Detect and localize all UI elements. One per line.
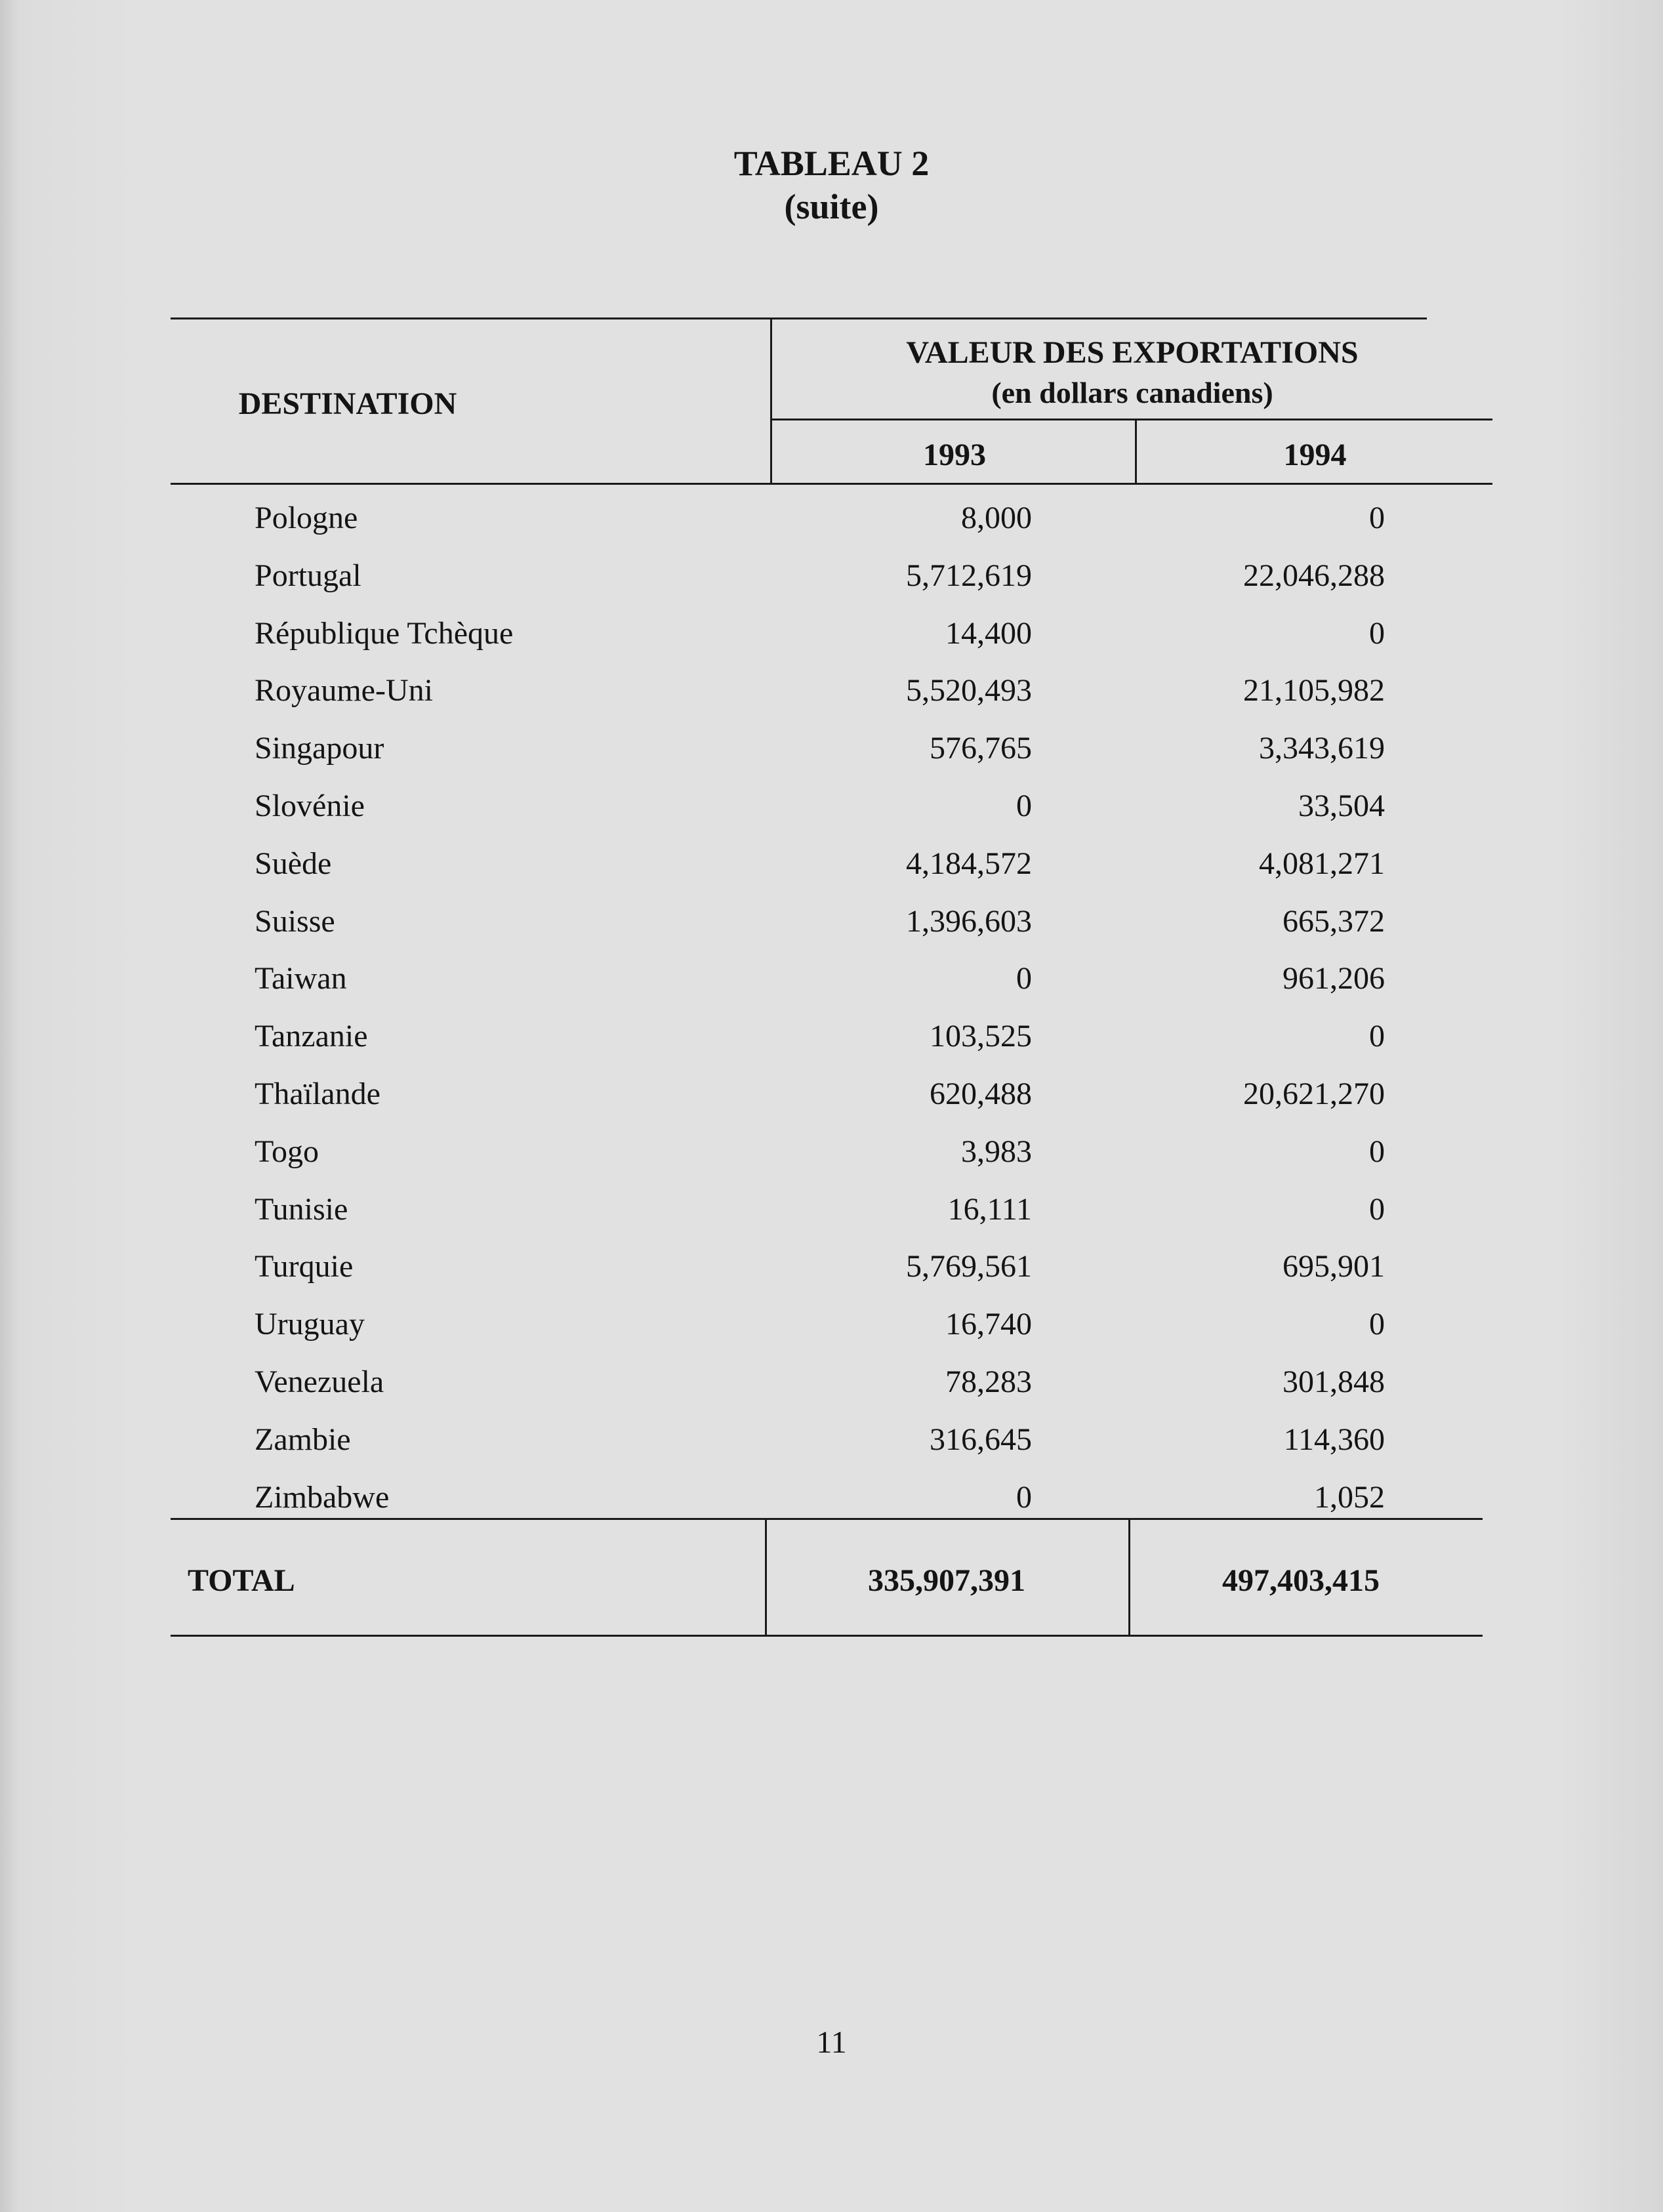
destination-cell: Taiwan bbox=[255, 961, 347, 996]
destination-cell: Togo bbox=[255, 1134, 319, 1169]
column-divider-1 bbox=[770, 317, 772, 484]
value-1993-cell: 576,765 bbox=[930, 731, 1032, 766]
header-destination: DESTINATION bbox=[238, 386, 457, 421]
table-row bbox=[0, 1238, 1663, 1296]
table-title: TABLEAU 2 bbox=[733, 144, 930, 183]
destination-cell: Zambie bbox=[255, 1422, 351, 1457]
destination-cell: Slovénie bbox=[255, 789, 365, 823]
value-1994-cell: 20,621,270 bbox=[1243, 1076, 1385, 1111]
value-1994-cell: 22,046,288 bbox=[1243, 558, 1385, 593]
total-1993: 335,907,391 bbox=[868, 1563, 1025, 1598]
destination-cell: République Tchèque bbox=[255, 615, 514, 651]
value-1993-cell: 16,111 bbox=[947, 1191, 1032, 1227]
table-row bbox=[0, 1123, 1663, 1181]
value-1994-cell: 1,052 bbox=[1314, 1479, 1385, 1515]
value-1993-cell: 0 bbox=[1016, 961, 1032, 996]
value-1993-cell: 3,983 bbox=[961, 1134, 1032, 1169]
destination-cell: Zimbabwe bbox=[255, 1479, 390, 1515]
table-row bbox=[0, 1181, 1663, 1239]
total-row bbox=[0, 1552, 1663, 1610]
total-1994: 497,403,415 bbox=[1222, 1563, 1380, 1598]
value-1994-cell: 114,360 bbox=[1283, 1422, 1385, 1457]
value-1993-cell: 5,520,493 bbox=[906, 673, 1032, 708]
header-year-1994: 1994 bbox=[1283, 438, 1347, 472]
destination-cell: Tanzanie bbox=[255, 1019, 368, 1054]
table-top-rule bbox=[171, 317, 1427, 319]
table-row bbox=[0, 950, 1663, 1008]
table-row bbox=[0, 1008, 1663, 1065]
value-1994-cell: 0 bbox=[1369, 615, 1385, 651]
table-row bbox=[0, 777, 1663, 835]
value-1993-cell: 1,396,603 bbox=[906, 903, 1032, 939]
destination-cell: Venezuela bbox=[255, 1364, 384, 1399]
value-1994-cell: 21,105,982 bbox=[1243, 673, 1385, 708]
table-row bbox=[0, 1296, 1663, 1353]
destination-cell: Pologne bbox=[255, 501, 358, 535]
table-row bbox=[0, 720, 1663, 777]
value-1993-cell: 0 bbox=[1016, 789, 1032, 823]
destination-cell: Royaume-Uni bbox=[255, 673, 433, 708]
destination-cell: Turquie bbox=[255, 1249, 354, 1284]
value-1993-cell: 4,184,572 bbox=[906, 846, 1032, 881]
destination-cell: Thaïlande bbox=[255, 1076, 380, 1111]
table-bottom-rule bbox=[171, 1635, 1483, 1637]
value-1993-cell: 14,400 bbox=[945, 615, 1032, 651]
value-1994-cell: 0 bbox=[1369, 1191, 1385, 1227]
value-1994-cell: 0 bbox=[1369, 1307, 1385, 1342]
table-row bbox=[0, 893, 1663, 951]
value-1993-cell: 316,645 bbox=[930, 1422, 1032, 1457]
destination-cell: Suède bbox=[255, 846, 332, 881]
value-1994-cell: 961,206 bbox=[1283, 961, 1385, 996]
destination-cell: Tunisie bbox=[255, 1191, 348, 1227]
value-1994-cell: 33,504 bbox=[1298, 789, 1385, 823]
total-label: TOTAL bbox=[188, 1563, 295, 1598]
value-1994-cell: 695,901 bbox=[1283, 1249, 1385, 1284]
value-1993-cell: 0 bbox=[1016, 1479, 1032, 1515]
table-row bbox=[0, 1469, 1663, 1526]
header-value-unit: (en dollars canadiens) bbox=[991, 376, 1273, 409]
destination-cell: Singapour bbox=[255, 731, 384, 766]
header-bottom-rule bbox=[171, 483, 1492, 485]
table-row bbox=[0, 547, 1663, 605]
header-year-1993: 1993 bbox=[923, 438, 986, 472]
value-1993-cell: 78,283 bbox=[945, 1364, 1032, 1399]
value-1994-cell: 301,848 bbox=[1283, 1364, 1385, 1399]
table-row bbox=[0, 1353, 1663, 1411]
value-1993-cell: 620,488 bbox=[930, 1076, 1032, 1111]
table-row bbox=[0, 489, 1663, 547]
destination-cell: Uruguay bbox=[255, 1307, 365, 1342]
value-1993-cell: 5,769,561 bbox=[906, 1249, 1032, 1284]
value-1994-cell: 0 bbox=[1369, 1134, 1385, 1169]
table-row bbox=[0, 1411, 1663, 1469]
value-1993-cell: 8,000 bbox=[961, 501, 1032, 535]
value-1993-cell: 16,740 bbox=[945, 1307, 1032, 1342]
value-1994-cell: 665,372 bbox=[1283, 903, 1385, 939]
value-1994-cell: 0 bbox=[1369, 501, 1385, 535]
value-1994-cell: 3,343,619 bbox=[1259, 731, 1385, 766]
value-1994-cell: 4,081,271 bbox=[1259, 846, 1385, 881]
value-1994-cell: 0 bbox=[1369, 1019, 1385, 1054]
column-divider-2 bbox=[1135, 419, 1137, 484]
table-subtitle: (suite) bbox=[784, 187, 879, 226]
header-value-title: VALEUR DES EXPORTATIONS bbox=[906, 335, 1359, 370]
value-1993-cell: 5,712,619 bbox=[906, 558, 1032, 593]
table-row bbox=[0, 662, 1663, 720]
destination-cell: Suisse bbox=[255, 903, 335, 939]
page-number: 11 bbox=[816, 2025, 847, 2060]
table-row bbox=[0, 605, 1663, 663]
table-row bbox=[0, 835, 1663, 893]
table-row bbox=[0, 1065, 1663, 1123]
value-1993-cell: 103,525 bbox=[930, 1019, 1032, 1054]
destination-cell: Portugal bbox=[255, 558, 361, 593]
header-sub-rule bbox=[771, 419, 1492, 420]
